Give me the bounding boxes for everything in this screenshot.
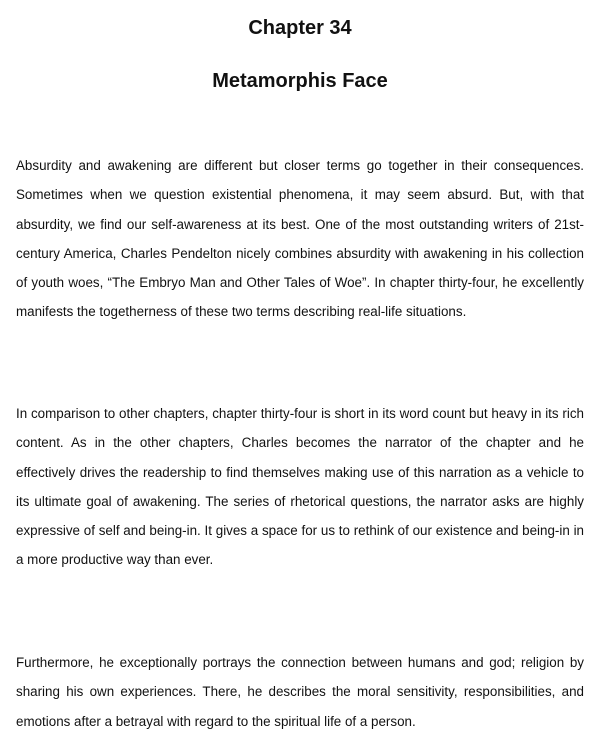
paragraph-3: Furthermore, he exceptionally portrays the connection between humans and god; religion by sharing his own experiences. There, he describes the moral sensitivity, responsibilities, and emotions after a betrayal with regard to the spiritual life of a person. bbox=[16, 655, 584, 729]
chapter-subtitle: Metamorphis Face bbox=[212, 70, 388, 92]
paragraph-2: In comparison to other chapters, chapter thirty-four is short in its word count but heavy in its rich content. As in the other chapters, Charles becomes the narrator of the chapter and he effectively drives the readership to find themselves making use of this narration as a vehicle to its ultimate goal of awakening. The series of rhetorical questions, the narrator asks are highly expressive of self and being-in. It gives a space for us to rethink of our existence and being-in in a more productive way than ever. bbox=[16, 406, 584, 568]
chapter-title: Chapter 34 bbox=[248, 17, 352, 39]
paragraph-1: Absurdity and awakening are different but closer terms go together in their consequences. Sometimes when we question existential phenomena, it may seem absurd. But, with that absurdity, we find our self-awareness at its best. One of the most outstanding writers of 21st-century America, Charles Pendelton nicely combines absurdity with awakening in his collection of youth woes, “The Embryo Man and Other Tales of Woe”. In chapter thirty-four, he excellently manifests the togetherness of these two terms describing real-life situations. bbox=[16, 158, 584, 320]
